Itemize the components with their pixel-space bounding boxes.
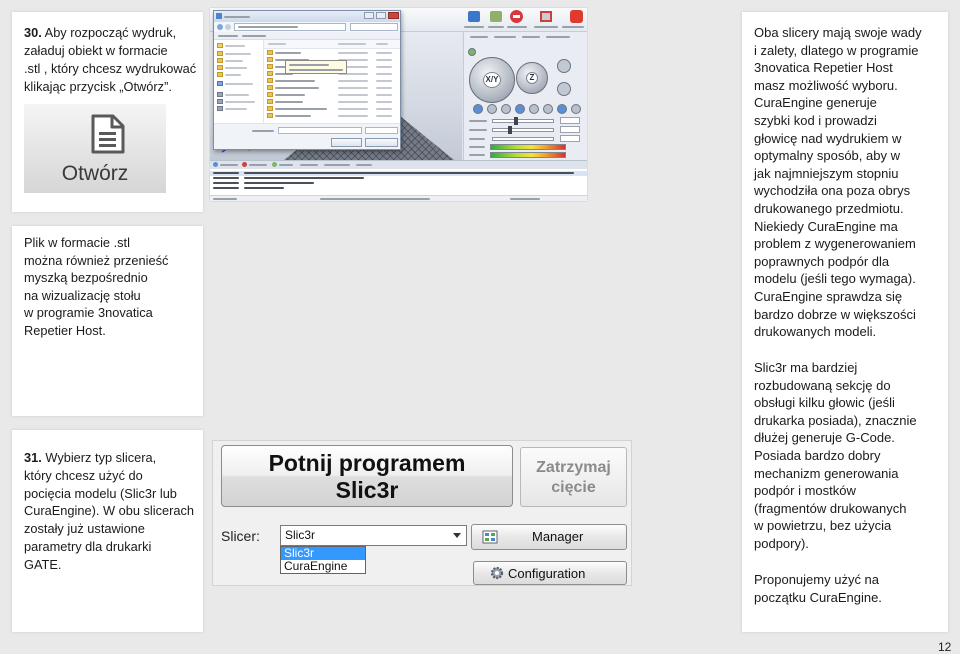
- text-line: modelu (jeśli tego wymaga).: [754, 271, 916, 287]
- comparison-paragraph-1: [754, 24, 922, 341]
- comparison-paragraph-2: [754, 359, 917, 553]
- dialog-title-bar: [214, 11, 400, 22]
- gear-icon: [490, 566, 504, 580]
- file-name-field: [278, 127, 362, 134]
- text-line: Oba slicery mają swoje wady: [754, 25, 922, 40]
- slice-button-line: Slic3r: [335, 477, 399, 503]
- text-line: (fragmentów drukowanych: [754, 500, 907, 516]
- manager-label: Manager: [532, 529, 584, 544]
- text-line: wychodziła ona poza obrys: [754, 183, 911, 199]
- file-tooltip: [285, 60, 347, 74]
- text-line: na wizualizację stołu: [24, 287, 141, 303]
- text-line: początku CuraEngine.: [754, 589, 882, 605]
- text-line: można również przenieść: [24, 252, 169, 268]
- speed-slider: [492, 119, 554, 123]
- extruder-temperature-bar: [490, 144, 566, 150]
- text-line: głowicę nad wydrukiem w: [754, 130, 902, 146]
- text-line: Niekiedy CuraEngine ma: [754, 218, 898, 234]
- text-line: dłużej generuje G-Code.: [754, 430, 895, 446]
- slicer-panel-screenshot: [212, 440, 632, 586]
- text-line: [24, 24, 196, 42]
- text-line: załaduj obiekt w formacie: [24, 43, 168, 58]
- emergency-icon: [570, 10, 583, 23]
- text-line: jak najmniejszym stopniu: [754, 165, 899, 181]
- text-line: drukarka posiada), znacznie: [754, 412, 917, 428]
- open-button-image: [24, 104, 166, 193]
- load-icon: [490, 11, 502, 22]
- text-line: podpory).: [754, 535, 809, 551]
- fan-slider: [492, 137, 554, 141]
- text-line: problem z wygenerowaniem: [754, 236, 916, 252]
- text-line: optymalny sposób, aby w: [754, 148, 900, 164]
- text-line: w programie 3novatica: [24, 305, 153, 321]
- file-type-select: [365, 127, 398, 134]
- manager-button: [471, 524, 627, 550]
- slice-button-line: Potnij programem: [268, 450, 466, 476]
- file-list: [264, 40, 400, 123]
- text-line: Repetier Host.: [24, 322, 106, 338]
- text-line: rozbudowaną sekcję do: [754, 377, 891, 393]
- control-button: [501, 104, 511, 114]
- chevron-down-icon: [453, 533, 461, 538]
- text-line: Plik w formacie .stl: [24, 235, 130, 250]
- text-line: CuraEngine generuje: [754, 95, 877, 111]
- log-area: [210, 160, 587, 201]
- manager-icon: [482, 529, 498, 545]
- slicer-label: Slicer:: [221, 528, 260, 544]
- control-button: [487, 104, 497, 114]
- text-line: 3novatica Repetier Host: [754, 60, 893, 76]
- extruder-up-button: [557, 59, 571, 73]
- drag-note-text: [24, 234, 168, 340]
- flow-slider: [492, 128, 554, 132]
- text-line: mechanizm generowania: [754, 465, 899, 481]
- text-line: bardzo dobrze w większości: [754, 306, 916, 322]
- control-button: [515, 104, 525, 114]
- open-file-dialog: [213, 10, 401, 150]
- slicer-option-slic3r: Slic3r: [281, 547, 365, 560]
- z-jog-control: [516, 62, 548, 94]
- repetier-host-screenshot: [210, 8, 587, 201]
- address-bar: [214, 22, 400, 32]
- slice-with-slic3r-button: [221, 445, 513, 507]
- connect-icon: [468, 11, 480, 22]
- document-icon: [90, 114, 126, 154]
- configuration-button: [473, 561, 627, 585]
- text-line: [24, 449, 194, 467]
- text-line-content: Aby rozpocząć wydruk,: [44, 25, 177, 40]
- xy-jog-label: X/Y: [483, 72, 501, 88]
- stop-slicing-button: [520, 447, 627, 507]
- text-line: parametry dla drukarki: [24, 538, 152, 554]
- text-line: pocięcia modelu (Slic3r lub: [24, 485, 177, 501]
- text-line: obsługi kilku głowic (jeśli: [754, 395, 895, 411]
- close-icon: [388, 12, 399, 19]
- text-line-content: Wybierz typ slicera,: [45, 450, 157, 465]
- bed-temperature-bar: [490, 152, 566, 158]
- text-line: .stl , który chcesz wydrukować: [24, 61, 197, 76]
- text-line: poprawnych podpór dla: [754, 253, 890, 269]
- text-line: który chcesz użyć do: [24, 467, 143, 483]
- text-line: drukowanego przedmiotu.: [754, 200, 904, 216]
- control-button: [473, 104, 483, 114]
- slicer-select-value: Slic3r: [285, 528, 316, 542]
- text-line: zostały już ustawione: [24, 521, 145, 537]
- printer-control-panel: [463, 32, 587, 160]
- text-line: drukowanych modeli.: [754, 324, 877, 340]
- dialog-cancel-button: [365, 138, 398, 147]
- xy-jog-control: [469, 57, 515, 103]
- text-line: w powietrzu, bez użycia: [754, 518, 892, 534]
- text-line: i zalety, dlatego w programie: [754, 42, 919, 58]
- text-line: podpór i mostków: [754, 483, 856, 499]
- stop-icon: [510, 10, 523, 23]
- comparison-recommendation: [754, 571, 882, 606]
- text-line: Proponujemy użyć na: [754, 572, 880, 587]
- step-31-text: [24, 449, 194, 574]
- navigation-pane: [214, 40, 264, 123]
- text-line: szybki kod i prowadzi: [754, 112, 877, 128]
- step-30-text: [24, 24, 196, 96]
- slicer-option-curaengine: CuraEngine: [284, 559, 348, 573]
- control-button: [557, 104, 567, 114]
- stop-button-line: Zatrzymaj: [536, 459, 611, 476]
- open-button-label: Otwórz: [61, 162, 129, 185]
- step-number: 31.: [24, 450, 42, 465]
- dialog-open-button: [331, 138, 362, 147]
- control-button: [571, 104, 581, 114]
- home-icon: [468, 48, 476, 56]
- text-line: Slic3r ma bardziej: [754, 360, 858, 375]
- text-line: myszką bezpośrednio: [24, 270, 148, 286]
- control-button: [543, 104, 553, 114]
- slicer-select: [280, 525, 467, 546]
- text-line: Posiada bardzo dobry: [754, 447, 881, 463]
- page-number: 12: [938, 640, 952, 654]
- text-line: GATE.: [24, 556, 62, 572]
- configuration-label: Configuration: [508, 566, 586, 581]
- text-line: masz możliwość wyboru.: [754, 77, 898, 93]
- text-line: klikając przycisk „Otwórz”.: [24, 79, 172, 94]
- control-button: [529, 104, 539, 114]
- stop-button-line: cięcie: [551, 479, 596, 496]
- text-line: CuraEngine). W obu slicerach: [24, 503, 194, 519]
- z-jog-label: Z: [526, 72, 538, 84]
- dialog-footer: [214, 123, 400, 149]
- text-line: CuraEngine sprawdza się: [754, 288, 903, 304]
- slicer-dropdown-list: [280, 546, 366, 574]
- extruder-down-button: [557, 82, 571, 96]
- step-number: 30.: [24, 25, 42, 40]
- printer-icon: [540, 11, 552, 22]
